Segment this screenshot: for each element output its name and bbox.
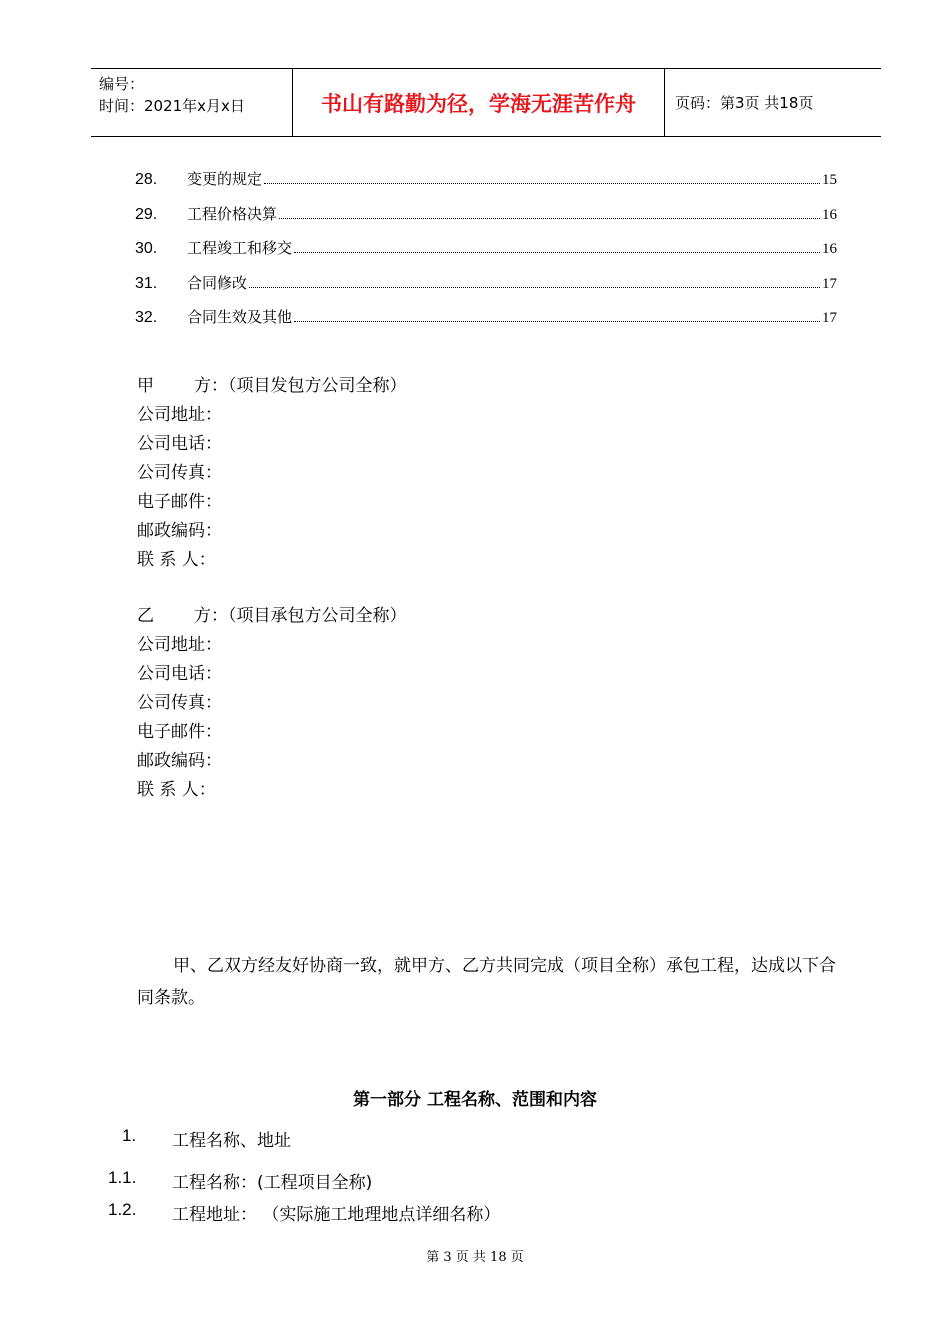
toc-title: 合同生效及其他 <box>187 308 293 326</box>
intro-paragraph: 甲、乙双方经友好协商一致，就甲方、乙方共同完成（项目全称）承包工程，达成以下合同条款。 <box>137 956 836 1008</box>
toc-entry[interactable] <box>135 168 837 203</box>
clause-number: 1.1. <box>108 1168 137 1187</box>
party-b-block <box>137 602 737 805</box>
toc-number: 32. <box>135 309 158 326</box>
clause-item <box>108 1200 500 1225</box>
party-a-phone: 公司电话： <box>137 434 222 454</box>
clause-number: 1.2. <box>108 1200 137 1219</box>
header-page-info: 页码：第3页 共18页 <box>675 94 814 112</box>
party-b-fax: 公司传真： <box>137 693 222 713</box>
page-footer: 第 3 页 共 18 页 <box>426 1250 524 1265</box>
page-header <box>91 68 881 137</box>
party-a-postcode: 邮政编码： <box>137 521 222 541</box>
toc-leader <box>294 321 820 322</box>
toc-title: 工程价格决算 <box>187 204 278 223</box>
party-a-heading <box>137 372 737 401</box>
section-title: 第一部分 工程名称、范围和内容 <box>353 1090 597 1110</box>
toc-leader <box>279 218 820 219</box>
toc-entry[interactable] <box>135 272 837 307</box>
party-b-name-placeholder: 方：（项目承包方公司全称） <box>194 606 407 626</box>
party-a-block <box>137 372 737 575</box>
toc-page-number: 17 <box>822 310 837 326</box>
toc-title: 变更的规定 <box>187 170 263 188</box>
party-b-address: 公司地址： <box>137 635 222 655</box>
document-time-label: 时间：2021年x月x日 <box>99 97 245 115</box>
party-a-fax: 公司传真： <box>137 463 222 483</box>
party-b-contact: 联 系 人： <box>137 780 216 800</box>
toc-page-number: 15 <box>822 172 837 188</box>
toc-number: 28. <box>135 171 158 188</box>
toc-page-number: 16 <box>822 206 837 223</box>
clause-text: 工程地址： （实际施工地理地点详细名称） <box>172 1205 501 1225</box>
toc-title: 合同修改 <box>187 273 248 292</box>
toc-leader <box>294 252 820 253</box>
party-b-label: 乙 <box>137 606 154 626</box>
toc-title: 工程竣工和移交 <box>187 239 293 257</box>
party-a-name-placeholder: 方：（项目发包方公司全称） <box>194 376 407 396</box>
toc-number: 29. <box>135 205 158 223</box>
toc-leader <box>249 287 820 288</box>
clause-number: 1. <box>122 1126 137 1145</box>
clause-text: 工程名称：(工程项目全称) <box>172 1173 373 1193</box>
clause-heading <box>122 1126 291 1151</box>
party-a-email: 电子邮件： <box>137 492 222 512</box>
party-a-label: 甲 <box>137 376 154 396</box>
party-b-email: 电子邮件： <box>137 722 222 742</box>
toc-number: 30. <box>135 240 158 257</box>
toc-entry[interactable] <box>135 237 837 272</box>
document-number-label: 编号： <box>99 75 145 93</box>
clause-item <box>108 1168 372 1193</box>
toc-entry[interactable] <box>135 203 837 238</box>
party-a-address: 公司地址： <box>137 405 222 425</box>
party-a-contact: 联 系 人： <box>137 550 216 570</box>
toc-page-number: 16 <box>822 241 837 257</box>
table-of-contents <box>135 168 837 341</box>
toc-leader <box>264 183 820 184</box>
party-b-postcode: 邮政编码： <box>137 751 222 771</box>
toc-number: 31. <box>135 274 158 292</box>
clause-text: 工程名称、地址 <box>172 1131 291 1151</box>
party-b-phone: 公司电话： <box>137 664 222 684</box>
party-b-heading <box>137 602 737 631</box>
toc-page-number: 17 <box>822 275 837 292</box>
header-motto: 书山有路勤为径，学海无涯苦作舟 <box>292 69 665 136</box>
header-meta <box>91 69 292 136</box>
toc-entry[interactable] <box>135 306 837 341</box>
